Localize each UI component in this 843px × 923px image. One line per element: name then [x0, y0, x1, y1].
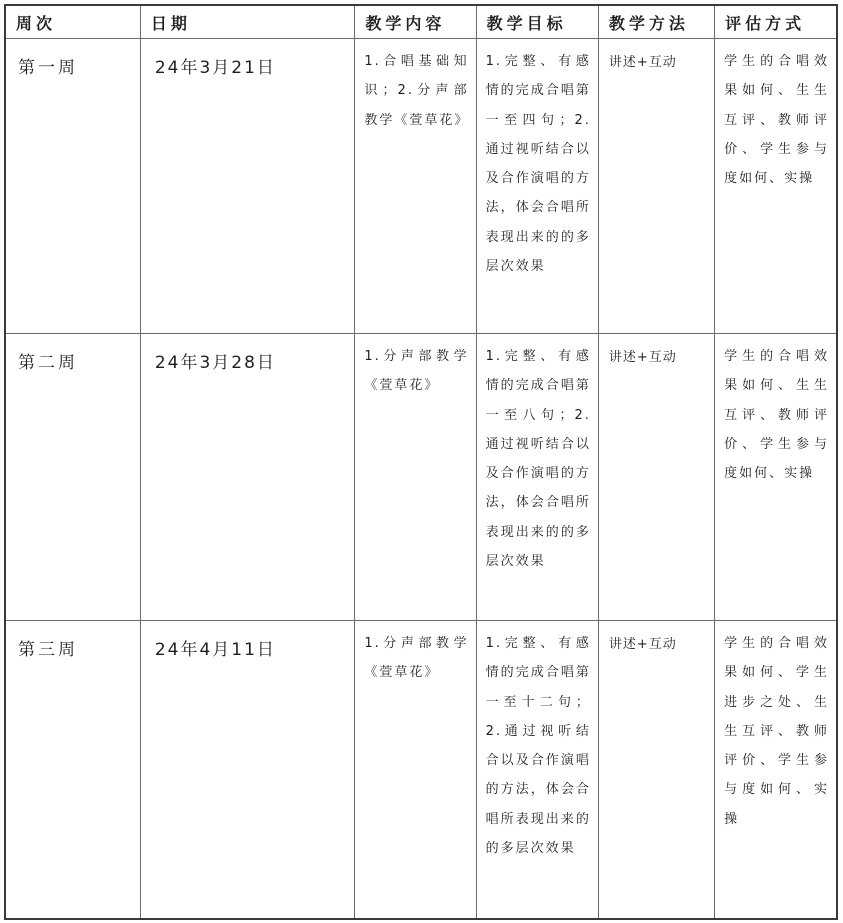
cell-teaching-method: 讲述+互动 [598, 621, 714, 919]
table-row-week3 [5, 621, 837, 919]
header-cell-week: 周次 [5, 5, 140, 39]
header-cell-method: 教学方法 [598, 5, 714, 39]
header-row [5, 5, 837, 39]
cell-teaching-content: 1.合唱基础知识；2.分声部教学《萱草花》 [355, 39, 476, 334]
header-cell-objective: 教学目标 [476, 5, 598, 39]
header-cell-date: 日期 [140, 5, 355, 39]
cell-evaluation-method: 学生的合唱效果如何、生生互评、教师评价、学生参与度如何、实操 [715, 39, 837, 334]
header-cell-content: 教学内容 [355, 5, 476, 39]
cell-evaluation-method: 学生的合唱效果如何、生生互评、教师评价、学生参与度如何、实操 [715, 334, 837, 621]
cell-week: 第三周 [5, 621, 140, 919]
cell-teaching-objective: 1.完整、有感情的完成合唱第一至十二句；2.通过视听结合以及合作演唱的方法，体会合唱所表现出来的的多层次效果 [476, 621, 598, 919]
cell-evaluation-method: 学生的合唱效果如何、学生进步之处、生生互评、教师评价、学生参与度如何、实操 [715, 621, 837, 919]
table-row-week1 [5, 39, 837, 334]
cell-week: 第二周 [5, 334, 140, 621]
cell-teaching-method: 讲述+互动 [598, 39, 714, 334]
cell-teaching-objective: 1.完整、有感情的完成合唱第一至四句；2.通过视听结合以及合作演唱的方法，体会合唱所表现出来的的多层次效果 [476, 39, 598, 334]
cell-teaching-content: 1.分声部教学《萱草花》 [355, 334, 476, 621]
cell-teaching-objective: 1.完整、有感情的完成合唱第一至八句；2.通过视听结合以及合作演唱的方法，体会合唱所表现出来的的多层次效果 [476, 334, 598, 621]
cell-teaching-method: 讲述+互动 [598, 334, 714, 621]
table-row-week2 [5, 334, 837, 621]
teaching-schedule-table [4, 4, 838, 920]
cell-date: 24年3月28日 [140, 334, 355, 621]
cell-date: 24年3月21日 [140, 39, 355, 334]
cell-teaching-content: 1.分声部教学《萱草花》 [355, 621, 476, 919]
cell-date: 24年4月11日 [140, 621, 355, 919]
cell-week: 第一周 [5, 39, 140, 334]
header-cell-evaluation: 评估方式 [715, 5, 837, 39]
